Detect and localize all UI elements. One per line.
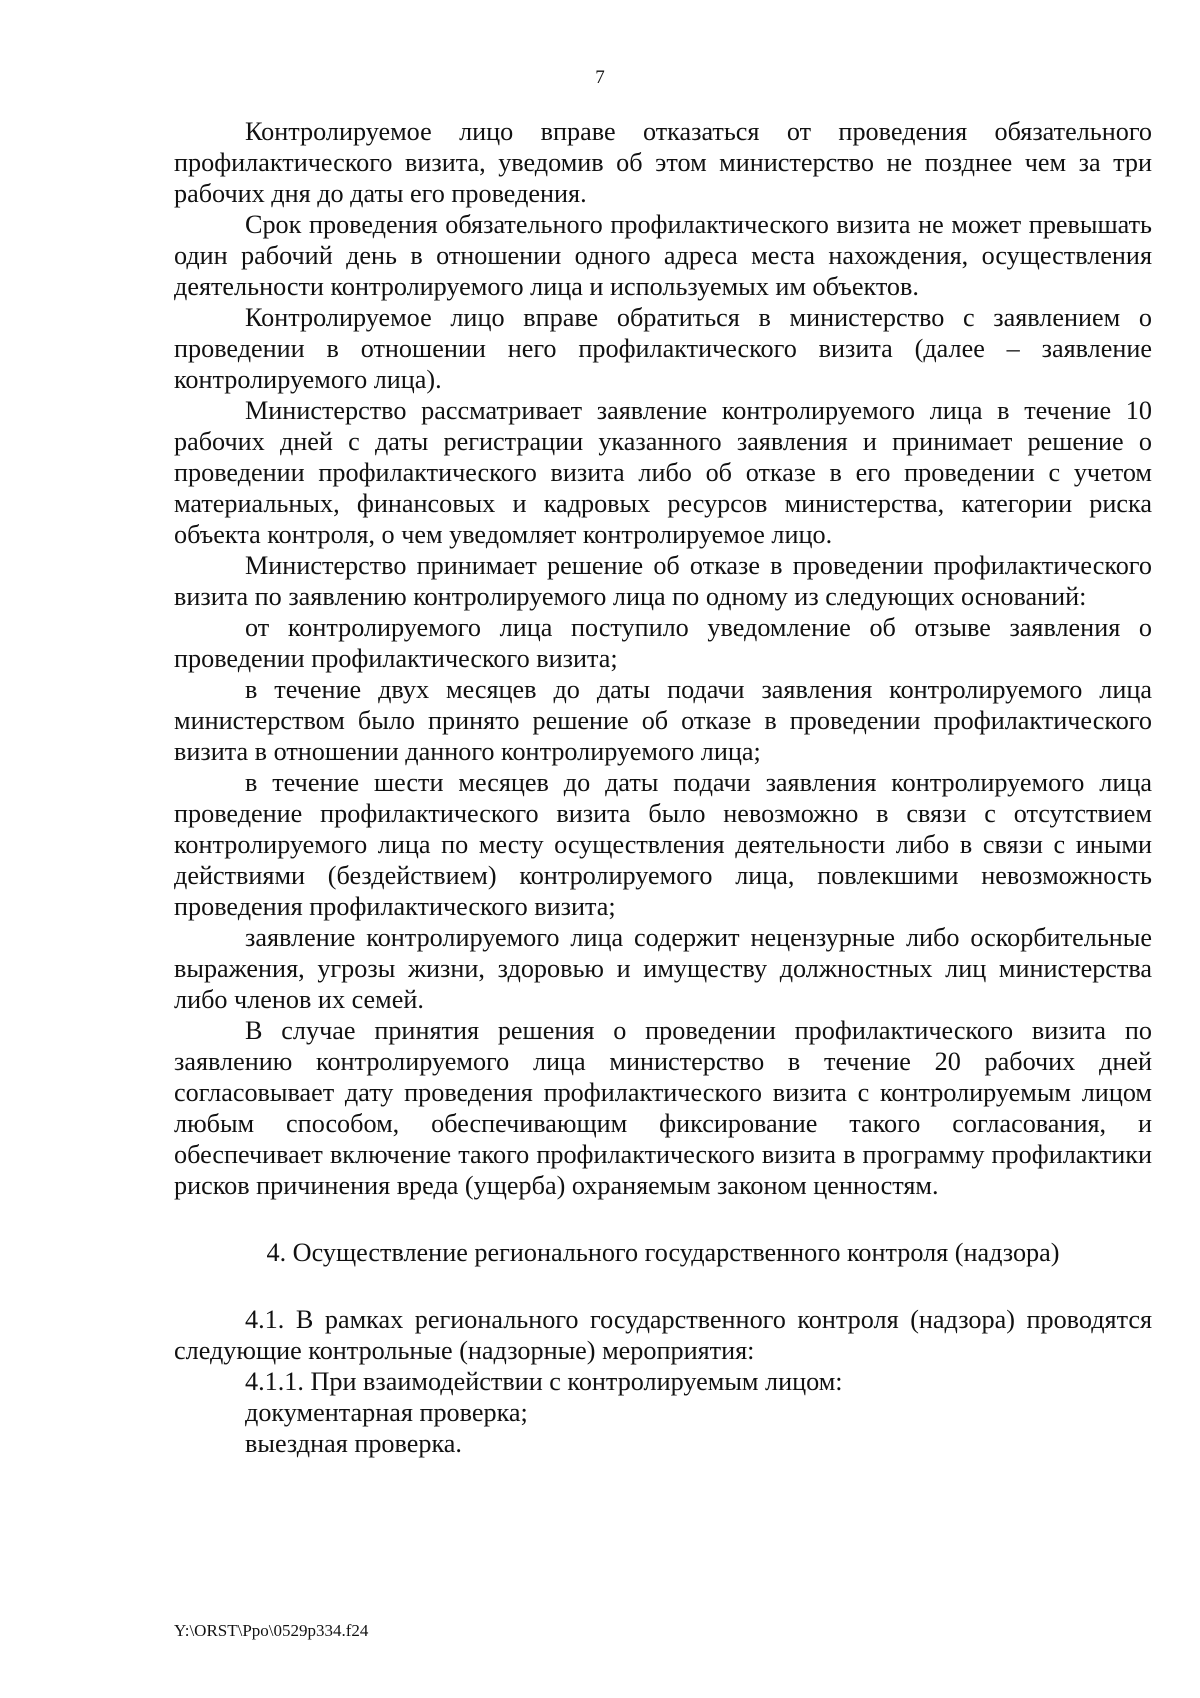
document-body <box>174 116 1152 1459</box>
list-item: в течение двух месяцев до даты подачи заявления контролируемого лица министерством было принято решение об отказе в проведении профилактического визита в отношении данного контролируемого лица; <box>174 675 1152 766</box>
section-heading: 4. Осуществление регионального государственного контроля (надзора) <box>266 1238 1060 1267</box>
list-item: в течение шести месяцев до даты подачи заявления контролируемого лица проведение профилактического визита было невозможно в связи с отсутствием контролируемого лица по месту осуществления деятельности либо в связи с иными действиями (бездействием) контролируемого лица, повлекшими невозможность проведения профилактического визита; <box>174 768 1152 921</box>
list-item: документарная проверка; <box>245 1398 528 1427</box>
list-item: заявление контролируемого лица содержит нецензурные либо оскорбительные выражения, угрозы жизни, здоровью и имуществу должностных лиц министерства либо членов их семей. <box>174 923 1152 1014</box>
footer-file-path: Y:\ORST\Ppo\0529p334.f24 <box>174 1621 369 1640</box>
paragraph: Контролируемое лицо вправе обратиться в министерство с заявлением о проведении в отношении него профилактического визита (далее – заявление контролируемого лица). <box>174 303 1152 394</box>
subsection-line: 4.1.1. При взаимодействии с контролируемым лицом: <box>245 1367 843 1396</box>
paragraph: Министерство принимает решение об отказе в проведении профилактического визита по заявлению контролируемого лица по одному из следующих оснований: <box>174 551 1152 611</box>
paragraph: Министерство рассматривает заявление контролируемого лица в течение 10 рабочих дней с даты регистрации указанного заявления и принимает решение о проведении профилактического визита либо об отказе в его проведении с учетом материальных, финансовых и кадровых ресурсов министерства, категории риска объекта контроля, о чем уведомляет контролируемое лицо. <box>174 396 1152 549</box>
paragraph: 4.1. В рамках регионального государственного контроля (надзора) проводятся следующие контрольные (надзорные) мероприятия: <box>174 1305 1152 1365</box>
list-item: от контролируемого лица поступило уведомление об отзыве заявления о проведении профилактического визита; <box>174 613 1152 673</box>
list-item: выездная проверка. <box>245 1429 462 1458</box>
paragraph: Контролируемое лицо вправе отказаться от проведения обязательного профилактического визита, уведомив об этом министерство не позднее чем за три рабочих дня до даты его проведения. <box>174 117 1152 208</box>
paragraph: В случае принятия решения о проведении профилактического визита по заявлению контролируемого лица министерство в течение 20 рабочих дней согласовывает дату проведения профилактического визита с контролируемым лицом любым способом, обеспечивающим фиксирование такого согласования, и обеспечивает включение такого профилактического визита в программу профилактики рисков причинения вреда (ущерба) охраняемым законом ценностям. <box>174 1016 1152 1200</box>
page-number: 7 <box>595 67 605 88</box>
paragraph: Срок проведения обязательного профилактического визита не может превышать один рабочий день в отношении одного адреса места нахождения, осуществления деятельности контролируемого лица и используемых им объектов. <box>174 210 1152 301</box>
